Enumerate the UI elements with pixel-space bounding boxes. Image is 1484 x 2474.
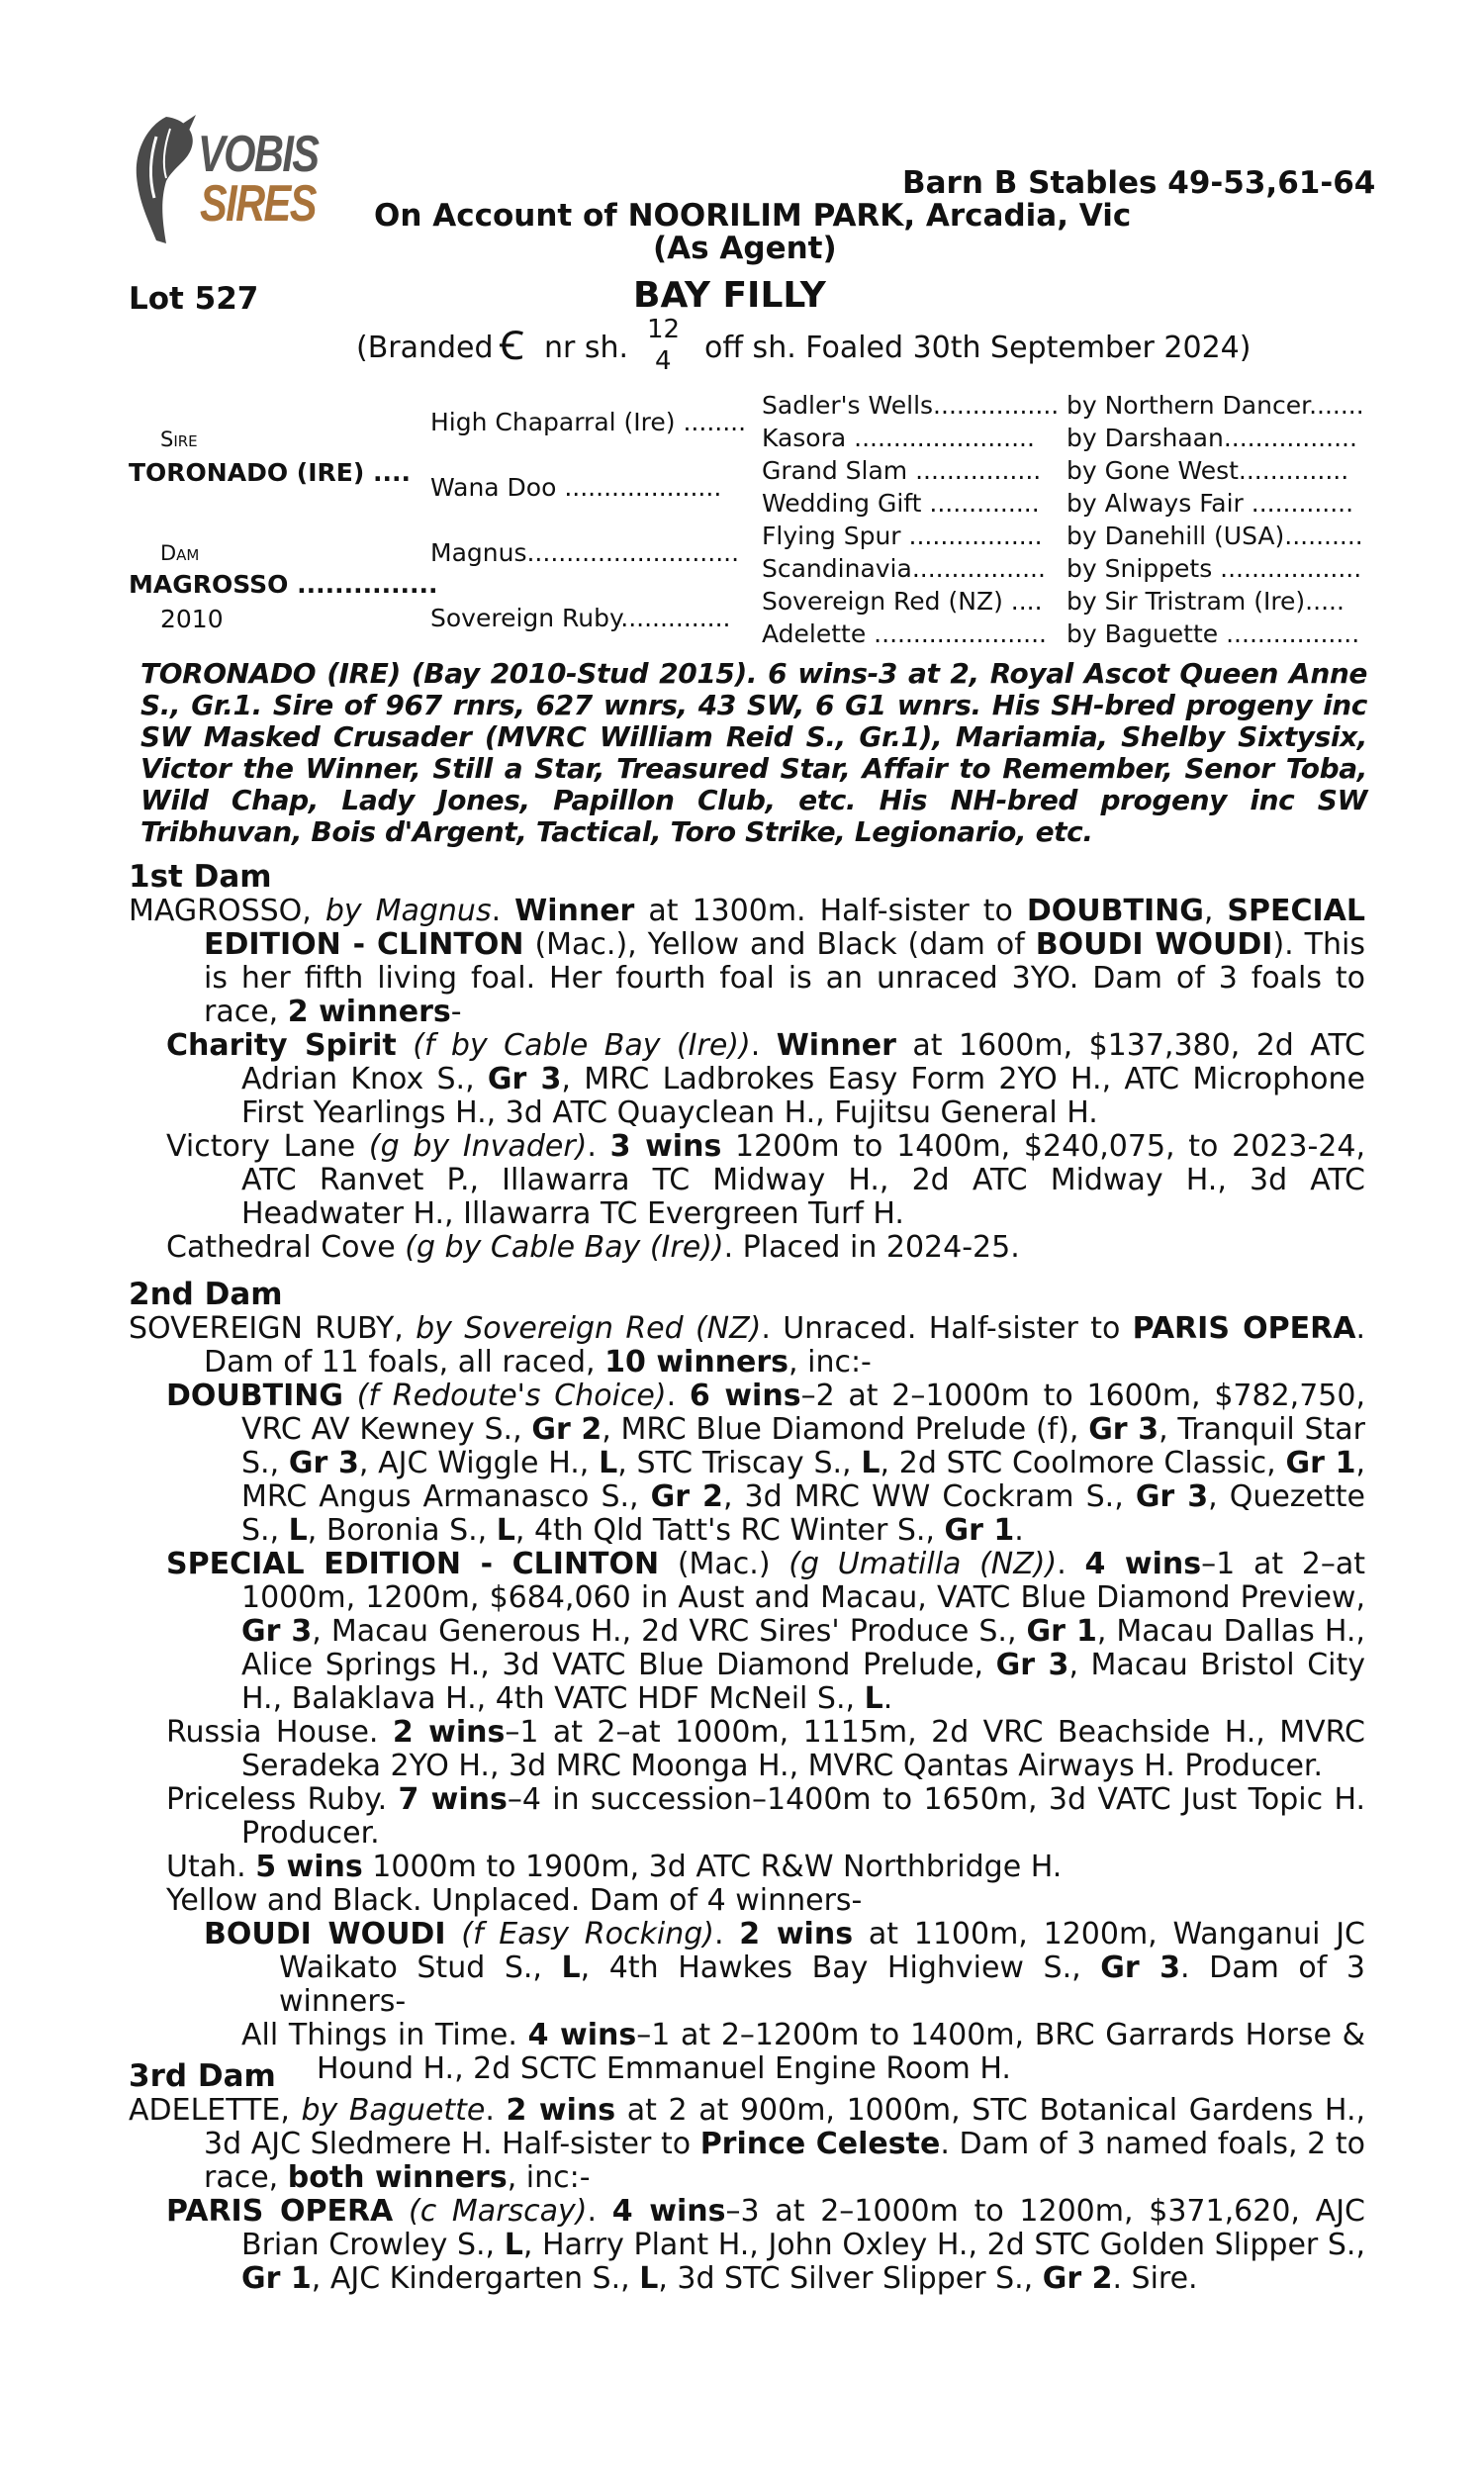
progeny-doubting: DOUBTING (f Redoute's Choice). 6 wins–2 at 2–1000m to 1600m, $782,750, VRC AV Kewney S., Gr 2, MRC Blue Diamond Prelude (f), Gr 3, Tranquil Star S., Gr 3, AJC Wiggle H., L, STC Triscay S., L, 2d STC Coolmore Classic, Gr 1, MRC Angus Armanasco S., Gr 2, 3d MRC WW Cockram S., Gr 3, Quezette S., L, Boronia S., L, 4th Qld Tatt's RC Winter S., Gr 1. [166, 1379, 1365, 1548]
ped-g2-1: Sadler's Wells................ [762, 391, 1060, 420]
ped-g2-3: Grand Slam ................ [762, 456, 1042, 485]
progeny-all-things-in-time: All Things in Time. 4 wins–1 at 2–1200m to 1400m, BRC Garrards Horse & Hound H., 2d SCTC Emmanuel Engine Room H. [241, 2018, 1365, 2086]
first-dam-paragraph: MAGROSSO, by Magnus. Winner at 1300m. Half-sister to DOUBTING, SPECIAL EDITION - CLINTON (Mac.), Yellow and Black (dam of BOUDI WOUDI). This is her fifth living foal. Her fourth foal is an unraced 3YO. Dam of 3 foals to race, 2 winners- [129, 894, 1365, 1029]
second-dam-heading: 2nd Dam [129, 1277, 283, 1312]
dam-dam: Sovereign Ruby.............. [430, 604, 731, 632]
ped-g2-7: Sovereign Red (NZ) .... [762, 587, 1043, 616]
progeny-charity-spirit: Charity Spirit (f by Cable Bay (Ire)). Winner at 1600m, $137,380, 2d ATC Adrian Knox S., Gr 3, MRC Ladbrokes Easy Form 2YO H., ATC Microphone First Yearlings H., 3d ATC Quayclean H., Fujitsu General H. [166, 1028, 1365, 1130]
lot-number: Lot 527 [129, 281, 259, 317]
logo-line-1: VOBIS [198, 126, 319, 183]
progeny-special-edition: SPECIAL EDITION - CLINTON (Mac.) (g Umatilla (NZ)). 4 wins–1 at 2–at 1000m, 1200m, $684,060 in Aust and Macau, VATC Blue Diamond Preview, Gr 3, Macau Generous H., 2d VRC Sires' Produce S., Gr 1, Macau Dallas H., Alice Springs H., 3d VATC Blue Diamond Prelude, Gr 3, Macau Bristol City H., Balaklava H., 4th VATC HDF McNeil S., L. [166, 1547, 1366, 1716]
ped-g3-4: by Always Fair ............. [1067, 489, 1354, 518]
vobis-sires-logo [127, 107, 325, 255]
sire-sire: High Chaparral (Ire) ........ [430, 408, 747, 436]
sire-summary: TORONADO (IRE) (Bay 2010-Stud 2015). 6 wins-3 at 2, Royal Ascot Queen Anne S., Gr.1. Sire of 967 rnrs, 627 wnrs, 43 SW, 6 G1 wnrs. His SH-bred progeny inc SW Masked Crusader (MVRC William Reid S., Gr.1), Mariamia, Shelby Sixtysix, Victor the Winner, Still a Star, Treasured Star, Affair to Remember, Senor Toba, Wild Chap, Lady Jones, Papillon Club, etc. His NH-bred progeny inc SW Tribhuvan, Bois d'Argent, Tactical, Toro Strike, Legionario, etc. [140, 657, 1367, 848]
third-dam-paragraph: ADELETTE, by Baguette. 2 wins at 2 at 900m, 1000m, STC Botanical Gardens H., 3d AJC Sledmere H. Half-sister to Prince Celeste. Dam of 3 named foals, 2 to race, both winners, inc:- [129, 2093, 1366, 2195]
ped-g2-4: Wedding Gift .............. [762, 489, 1040, 518]
horse-head-icon [127, 107, 206, 255]
progeny-yellow-and-black: Yellow and Black. Unplaced. Dam of 4 winners- [166, 1883, 863, 1918]
progeny-cathedral-cove: Cathedral Cove (g by Cable Bay (Ire)). Placed in 2024-25. [166, 1230, 1020, 1265]
barn-location: Barn B Stables 49-53,61-64 [902, 165, 1376, 201]
progeny-utah: Utah. 5 wins 1000m to 1900m, 3d ATC R&W Northbridge H. [166, 1850, 1063, 1884]
ped-g3-5: by Danehill (USA).......... [1067, 522, 1363, 550]
ped-g3-8: by Baguette ................. [1067, 619, 1360, 648]
sire-name: TORONADO (IRE) .... [129, 458, 411, 487]
third-dam-heading: 3rd Dam [129, 2058, 276, 2094]
brand-symbol: Ꞓ [500, 324, 524, 369]
sire-label: Sire [160, 428, 198, 451]
brand-foaled: off sh. Foaled 30th September 2024) [704, 331, 1252, 365]
dam-sire: Magnus........................... [430, 538, 740, 567]
ped-g3-3: by Gone West.............. [1067, 456, 1349, 485]
second-dam-section [129, 1277, 1365, 2086]
account-line: On Account of NOORILIM PARK, Arcadia, Vic [374, 198, 1132, 234]
progeny-russia-house: Russia House. 2 wins–1 at 2–at 1000m, 1115m, 2d VRC Beachside H., MVRC Seradeka 2YO H., 3d MRC Moonga H., MVRC Qantas Airways H. Producer. [166, 1715, 1365, 1783]
progeny-victory-lane: Victory Lane (g by Invader). 3 wins 1200m to 1400m, $240,075, to 2023-24, ATC Ranvet P., Illawarra TC Midway H., 2d ATC Midway H., 3d ATC Headwater H., Illawarra TC Evergreen Turf H. [166, 1129, 1365, 1231]
ped-g3-1: by Northern Dancer....... [1067, 391, 1364, 420]
progeny-priceless-ruby: Priceless Ruby. 7 wins–4 in succession–1400m to 1650m, 3d VATC Just Topic H. Producer. [166, 1782, 1366, 1851]
brand-near-shoulder: nr sh. [544, 331, 629, 365]
dam-label: Dam [160, 541, 200, 565]
brand-number-top: 12 [647, 315, 681, 344]
ped-g2-2: Kasora ....................... [762, 424, 1035, 452]
brand-prefix: (Branded [356, 331, 494, 365]
dam-foaled-year: 2010 [160, 605, 224, 633]
ped-g3-2: by Darshaan................. [1067, 424, 1357, 452]
first-dam-heading: 1st Dam [129, 859, 272, 895]
first-dam-section [129, 859, 1365, 1265]
lot-title: BAY FILLY [633, 275, 826, 316]
third-dam-section [129, 2058, 1365, 2296]
second-dam-paragraph: SOVEREIGN RUBY, by Sovereign Red (NZ). Unraced. Half-sister to PARIS OPERA. Dam of 11 foals, all raced, 10 winners, inc:- [129, 1311, 1365, 1380]
dam-name: MAGROSSO ............... [129, 570, 438, 599]
logo-line-2: SIRES [200, 175, 316, 233]
progeny-boudi-woudi: BOUDI WOUDI (f Easy Rocking). 2 wins at 1100m, 1200m, Wanganui JC Waikato Stud S., L, 4th Hawkes Bay Highview S., Gr 3. Dam of 3 winners- [204, 1917, 1365, 2019]
ped-g2-6: Scandinavia................. [762, 554, 1046, 583]
ped-g2-8: Adelette ...................... [762, 619, 1048, 648]
sire-dam: Wana Doo .................... [430, 473, 722, 502]
ped-g2-5: Flying Spur ................. [762, 522, 1043, 550]
ped-g3-7: by Sir Tristram (Ire)..... [1067, 587, 1345, 616]
ped-g3-6: by Snippets .................. [1067, 554, 1362, 583]
agent-line: (As Agent) [653, 231, 837, 266]
progeny-paris-opera: PARIS OPERA (c Marscay). 4 wins–3 at 2–1000m to 1200m, $371,620, AJC Brian Crowley S., L, Harry Plant H., John Oxley H., 2d STC Golden Slipper S., Gr 1, AJC Kindergarten S., L, 3d STC Silver Slipper S., Gr 2. Sire. [166, 2194, 1365, 2296]
brand-number-bottom: 4 [655, 346, 672, 376]
